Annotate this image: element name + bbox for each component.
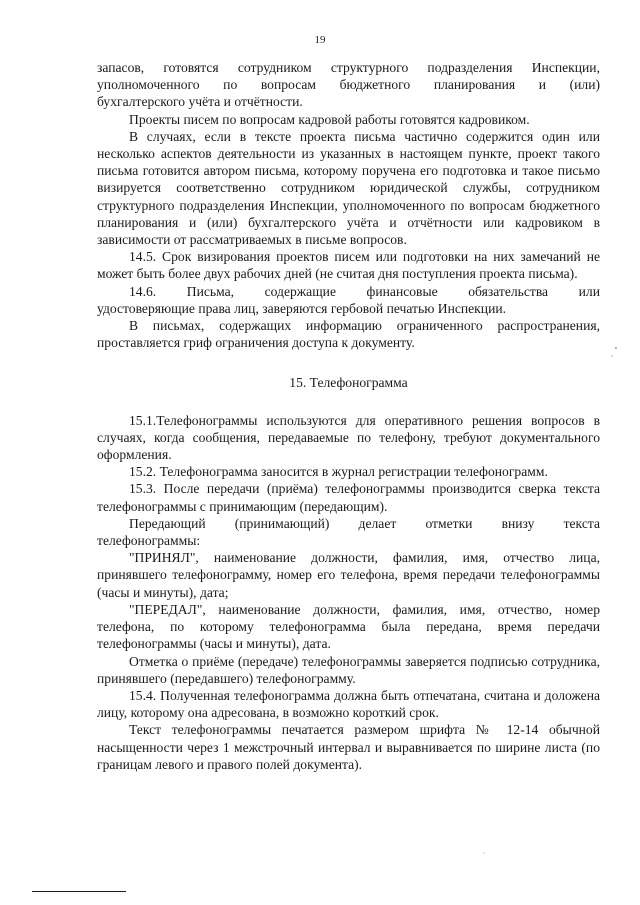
paragraph: "ПЕРЕДАЛ", наименование должности, фамилия, имя, отчество, номер телефона, по которому телефонограмма была передана, время передачи телефонограммы (часы и минуты), дата. — [97, 601, 600, 652]
paragraph: 14.5. Срок визирования проектов писем или подготовки на них замечаний не может быть более двух рабочих дней (не считая дня поступления проекта письма). — [97, 249, 600, 282]
paragraph: В случаях, если в тексте проекта письма частично содержится один или несколько аспектов деятельности из указанных в настоящем пункте, проект такого письма готовится автором письма, которому поручена его подготовка и такое письмо визируется соответственно сотрудником юридической службы, сотрудником структурного подразделения Инспекции, уполномоченного по вопросам бюджетного планирования и (или) бухгалтерского учёта и отчётности или кадровиком в зависимости от рассматриваемых в письме вопросов. — [97, 128, 600, 248]
paragraph: В письмах, содержащих информацию ограниченного распространения, проставляется гриф ограничения доступа к документу. — [97, 318, 600, 351]
paragraphs-before-section — [97, 59, 600, 351]
paragraph: бухгалтерского учёта и отчётности. — [97, 94, 303, 110]
paragraph: 14.6. Письма, содержащие финансовые обязательства или — [129, 283, 600, 299]
footnote-separator-line — [32, 891, 126, 892]
paragraph: 15.3. После передачи (приёма) телефонограммы производится сверка текста телефонограммы с принимающим (передающим). — [97, 481, 600, 514]
paragraph: удостоверяющие права лиц, заверяются гербовой печатью Инспекции. — [97, 300, 507, 316]
paragraph: запасов, готовятся сотрудником структурного подразделения Инспекции, уполномоченного по вопросам бюджетного планирования и (или) — [97, 60, 600, 93]
paragraph: Проекты писем по вопросам кадровой работы готовятся кадровиком. — [129, 111, 530, 127]
paragraph: Передающий (принимающий) делает отметки внизу текста — [129, 515, 600, 531]
paragraph: Текст телефонограммы печатается размером шрифта № 12-14 обычной насыщенности через 1 межстрочный интервал и выравнивается по ширине листа (по границам левого и правого полей документа). — [97, 722, 600, 772]
paragraph: телефонограммы: — [97, 533, 201, 549]
paragraph: "ПРИНЯЛ", наименование должности, фамилия, имя, отчество лица, принявшего телефонограмму, номер его телефона, время передачи телефонограммы (часы и минуты), дата; — [97, 550, 600, 600]
paragraph: 15.1.Телефонограммы используются для оперативного решения вопросов в случаях, когда сообщения, передаваемые по телефону, требуют документального оформления. — [97, 412, 600, 463]
paragraph: 15.4. Полученная телефонограмма должна быть отпечатана, считана и доложена лицу, которому она адресована, в возможно короткий срок. — [97, 687, 600, 721]
paragraph: 15.2. Телефонограмма заносится в журнал регистрации телефонограмм. — [129, 464, 548, 480]
section-paragraphs — [97, 412, 600, 773]
section-heading: 15. Телефонограмма — [289, 375, 408, 391]
document-body — [97, 59, 600, 773]
page-number: 19 — [314, 34, 326, 46]
paragraph: Отметка о приёме (передаче) телефонограммы заверяется подписью сотрудника, принявшего (передавшего) телефонограмму. — [97, 653, 600, 686]
